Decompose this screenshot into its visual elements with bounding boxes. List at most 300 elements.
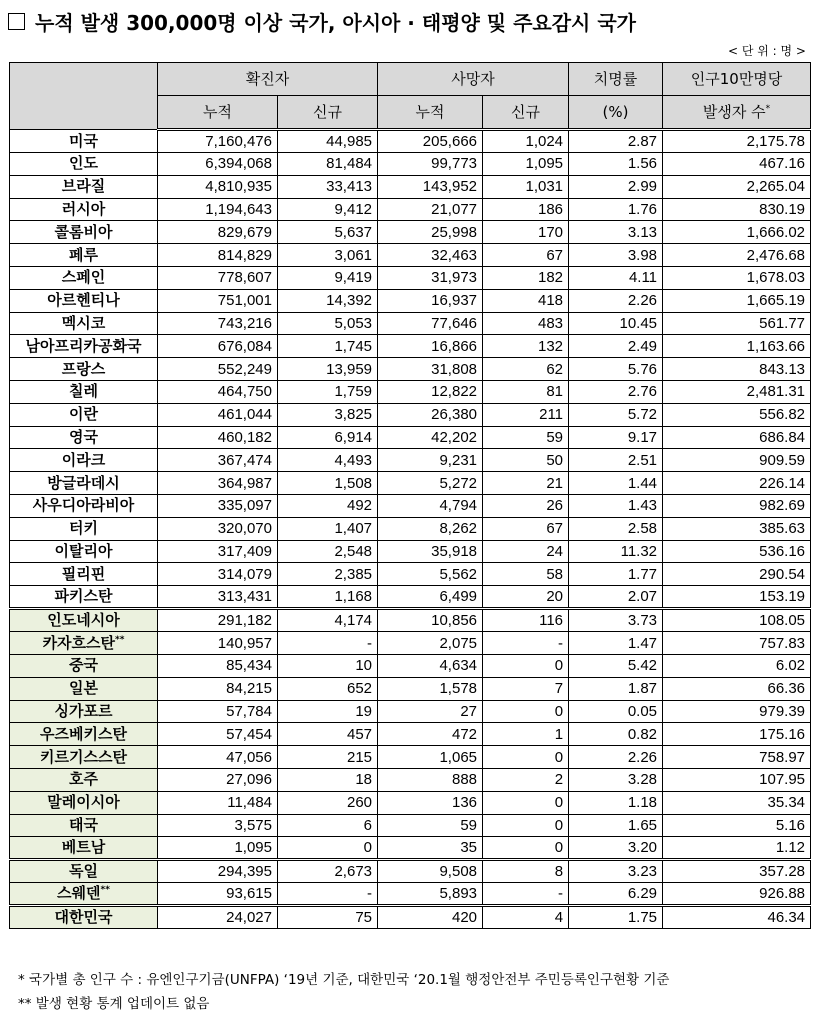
confirmed-new-cell: 492: [278, 494, 378, 517]
deaths-cumulative-cell: 16,937: [378, 289, 483, 312]
country-name: 이탈리아: [54, 541, 113, 560]
deaths-new-cell: 4: [483, 906, 569, 929]
confirmed-cumulative-cell: 294,395: [158, 860, 278, 883]
country-name: 이란: [69, 405, 98, 424]
per100k-cell: 556.82: [663, 403, 811, 426]
confirmed-cumulative-cell: 140,957: [158, 632, 278, 655]
cfr-cell: 1.43: [569, 494, 663, 517]
deaths-cumulative-cell: 27: [378, 700, 483, 723]
unit-label: < 단 위 : 명 >: [727, 44, 806, 58]
cfr-cell: 3.13: [569, 221, 663, 244]
cfr-cell: 3.28: [569, 768, 663, 791]
table-row: [10, 837, 811, 860]
country-name-cell: [10, 723, 158, 746]
confirmed-cumulative-cell: 364,987: [158, 472, 278, 495]
confirmed-cumulative-cell: 6,394,068: [158, 153, 278, 176]
country-name-cell: [10, 700, 158, 723]
confirmed-new-cell: 3,061: [278, 244, 378, 267]
table-row: [10, 814, 811, 837]
confirmed-cumulative-cell: 84,215: [158, 677, 278, 700]
per100k-cell: 2,265.04: [663, 175, 811, 198]
cfr-cell: 11.32: [569, 540, 663, 563]
deaths-new-cell: 186: [483, 198, 569, 221]
deaths-new-cell: 0: [483, 837, 569, 860]
deaths-new-cell: 0: [483, 791, 569, 814]
header-deaths: 사망자: [378, 63, 569, 96]
deaths-cumulative-cell: 59: [378, 814, 483, 837]
table-row: [10, 244, 811, 267]
per100k-cell: 561.77: [663, 312, 811, 335]
deaths-cumulative-cell: 4,794: [378, 494, 483, 517]
deaths-new-cell: 182: [483, 266, 569, 289]
per100k-cell: 1.12: [663, 837, 811, 860]
deaths-cumulative-cell: 1,065: [378, 746, 483, 769]
confirmed-cumulative-cell: 3,575: [158, 814, 278, 837]
country-name-cell: [10, 153, 158, 176]
table-row: [10, 494, 811, 517]
confirmed-new-cell: -: [278, 632, 378, 655]
deaths-new-cell: 7: [483, 677, 569, 700]
table-row: [10, 517, 811, 540]
per100k-cell: 1,666.02: [663, 221, 811, 244]
table-row: [10, 677, 811, 700]
deaths-cumulative-cell: 26,380: [378, 403, 483, 426]
confirmed-new-cell: 260: [278, 791, 378, 814]
table-row: [10, 906, 811, 929]
table-row: [10, 609, 811, 632]
cfr-cell: 5.42: [569, 654, 663, 677]
per100k-cell: 686.84: [663, 426, 811, 449]
confirmed-cumulative-cell: 24,027: [158, 906, 278, 929]
table-row: [10, 700, 811, 723]
country-name: 콜롬비아: [54, 222, 113, 241]
table-row: [10, 130, 811, 153]
cfr-cell: 10.45: [569, 312, 663, 335]
per100k-cell: 2,476.68: [663, 244, 811, 267]
country-name: 카자흐스탄: [42, 633, 116, 652]
country-name: 호주: [69, 770, 98, 789]
cfr-cell: 1.75: [569, 906, 663, 929]
confirmed-cumulative-cell: 460,182: [158, 426, 278, 449]
confirmed-cumulative-cell: 7,160,476: [158, 130, 278, 153]
confirmed-new-cell: 1,407: [278, 517, 378, 540]
deaths-new-cell: 1: [483, 723, 569, 746]
deaths-cumulative-cell: 143,952: [378, 175, 483, 198]
country-name-cell: [10, 563, 158, 586]
table-row: [10, 266, 811, 289]
country-name-cell: [10, 540, 158, 563]
confirmed-new-cell: 10: [278, 654, 378, 677]
deaths-cumulative-cell: 10,856: [378, 609, 483, 632]
cfr-cell: 3.20: [569, 837, 663, 860]
country-name-cell: [10, 358, 158, 381]
per100k-cell: 979.39: [663, 700, 811, 723]
country-name: 말레이시아: [47, 793, 120, 812]
country-name: 프랑스: [61, 359, 106, 378]
country-name: 필리핀: [61, 564, 106, 583]
covid-stats-table: [9, 62, 811, 929]
deaths-new-cell: 1,031: [483, 175, 569, 198]
country-name: 아르헨티나: [47, 291, 120, 310]
table-row: [10, 632, 811, 655]
deaths-new-cell: 0: [483, 814, 569, 837]
table-body: [10, 130, 811, 929]
confirmed-new-cell: 18: [278, 768, 378, 791]
confirmed-cumulative-cell: 814,829: [158, 244, 278, 267]
country-name-cell: [10, 814, 158, 837]
per100k-cell: 2,481.31: [663, 380, 811, 403]
header-deaths-new: 신규: [483, 96, 569, 130]
cfr-cell: 2.07: [569, 586, 663, 609]
deaths-new-cell: 2: [483, 768, 569, 791]
deaths-cumulative-cell: 1,578: [378, 677, 483, 700]
cfr-cell: 2.26: [569, 746, 663, 769]
confirmed-cumulative-cell: 464,750: [158, 380, 278, 403]
per100k-cell: 758.97: [663, 746, 811, 769]
footnote-no-update: ** 발생 현황 통계 업데이트 없음: [18, 996, 210, 1012]
deaths-cumulative-cell: 2,075: [378, 632, 483, 655]
per100k-cell: 2,175.78: [663, 130, 811, 153]
country-name: 독일: [69, 862, 98, 881]
country-name-cell: [10, 768, 158, 791]
confirmed-cumulative-cell: 751,001: [158, 289, 278, 312]
confirmed-cumulative-cell: 829,679: [158, 221, 278, 244]
confirmed-new-cell: 13,959: [278, 358, 378, 381]
confirmed-cumulative-cell: 85,434: [158, 654, 278, 677]
confirmed-cumulative-cell: 1,194,643: [158, 198, 278, 221]
deaths-new-cell: 1,095: [483, 153, 569, 176]
confirmed-new-cell: 652: [278, 677, 378, 700]
table-row: [10, 563, 811, 586]
table-row: [10, 586, 811, 609]
per100k-cell: 536.16: [663, 540, 811, 563]
confirmed-new-cell: 9,419: [278, 266, 378, 289]
deaths-cumulative-cell: 888: [378, 768, 483, 791]
deaths-new-cell: 132: [483, 335, 569, 358]
table-row: [10, 746, 811, 769]
cfr-cell: 3.98: [569, 244, 663, 267]
confirmed-new-cell: 9,412: [278, 198, 378, 221]
deaths-new-cell: 67: [483, 244, 569, 267]
cfr-cell: 2.51: [569, 449, 663, 472]
confirmed-new-cell: 457: [278, 723, 378, 746]
confirmed-cumulative-cell: 317,409: [158, 540, 278, 563]
table-row: [10, 791, 811, 814]
deaths-new-cell: 418: [483, 289, 569, 312]
confirmed-new-cell: 1,745: [278, 335, 378, 358]
country-name-cell: [10, 244, 158, 267]
cfr-cell: 2.99: [569, 175, 663, 198]
per100k-cell: 385.63: [663, 517, 811, 540]
cfr-cell: 2.58: [569, 517, 663, 540]
cfr-cell: 3.73: [569, 609, 663, 632]
country-name: 대한민국: [54, 908, 113, 927]
country-name-cell: [10, 380, 158, 403]
deaths-cumulative-cell: 16,866: [378, 335, 483, 358]
confirmed-cumulative-cell: 4,810,935: [158, 175, 278, 198]
confirmed-cumulative-cell: 291,182: [158, 609, 278, 632]
cfr-cell: 2.87: [569, 130, 663, 153]
confirmed-new-cell: 19: [278, 700, 378, 723]
deaths-cumulative-cell: 420: [378, 906, 483, 929]
deaths-cumulative-cell: 32,463: [378, 244, 483, 267]
confirmed-new-cell: 33,413: [278, 175, 378, 198]
per100k-cell: 153.19: [663, 586, 811, 609]
per100k-cell: 357.28: [663, 860, 811, 883]
country-name: 방글라데시: [47, 473, 120, 492]
deaths-cumulative-cell: 136: [378, 791, 483, 814]
header-confirmed: 확진자: [158, 63, 378, 96]
confirmed-cumulative-cell: 11,484: [158, 791, 278, 814]
cfr-cell: 0.05: [569, 700, 663, 723]
country-name: 멕시코: [61, 313, 106, 332]
cfr-cell: 5.72: [569, 403, 663, 426]
table-row: [10, 403, 811, 426]
confirmed-cumulative-cell: 1,095: [158, 837, 278, 860]
country-name: 남아프리카공화국: [25, 336, 142, 355]
confirmed-cumulative-cell: 461,044: [158, 403, 278, 426]
deaths-new-cell: 116: [483, 609, 569, 632]
country-name-cell: [10, 883, 158, 906]
deaths-new-cell: 20: [483, 586, 569, 609]
confirmed-new-cell: 3,825: [278, 403, 378, 426]
table-row: [10, 335, 811, 358]
country-name-cell: [10, 906, 158, 929]
deaths-cumulative-cell: 5,272: [378, 472, 483, 495]
per100k-cell: 757.83: [663, 632, 811, 655]
per100k-cell: 107.95: [663, 768, 811, 791]
country-name: 파키스탄: [54, 587, 113, 606]
confirmed-new-cell: 5,637: [278, 221, 378, 244]
header-row-1: [10, 63, 811, 96]
deaths-cumulative-cell: 9,231: [378, 449, 483, 472]
table-row: [10, 358, 811, 381]
table-row: [10, 289, 811, 312]
country-name-cell: [10, 289, 158, 312]
table-row: [10, 860, 811, 883]
per100k-cell: 66.36: [663, 677, 811, 700]
country-name-cell: [10, 632, 158, 655]
confirmed-new-cell: -: [278, 883, 378, 906]
confirmed-new-cell: 75: [278, 906, 378, 929]
confirmed-cumulative-cell: 93,615: [158, 883, 278, 906]
country-name-cell: [10, 266, 158, 289]
country-name-cell: [10, 312, 158, 335]
deaths-cumulative-cell: 5,893: [378, 883, 483, 906]
table-row: [10, 312, 811, 335]
deaths-cumulative-cell: 99,773: [378, 153, 483, 176]
country-name-cell: [10, 837, 158, 860]
confirmed-cumulative-cell: 314,079: [158, 563, 278, 586]
cfr-cell: 1.77: [569, 563, 663, 586]
confirmed-cumulative-cell: 320,070: [158, 517, 278, 540]
deaths-cumulative-cell: 8,262: [378, 517, 483, 540]
page-title: [8, 6, 636, 36]
deaths-new-cell: 0: [483, 654, 569, 677]
cfr-cell: 5.76: [569, 358, 663, 381]
cfr-cell: 3.23: [569, 860, 663, 883]
country-name-cell: [10, 746, 158, 769]
header-confirmed-cumulative: 누적: [158, 96, 278, 130]
country-name-cell: [10, 677, 158, 700]
cfr-cell: 1.76: [569, 198, 663, 221]
country-name: 칠레: [69, 382, 98, 401]
country-name-cell: [10, 130, 158, 153]
footnote-mark: **: [115, 634, 125, 645]
country-name-cell: [10, 472, 158, 495]
footnote-mark: *: [765, 103, 771, 114]
deaths-new-cell: -: [483, 632, 569, 655]
country-name-cell: [10, 403, 158, 426]
per100k-cell: 926.88: [663, 883, 811, 906]
header-cfr-line1: 치명률: [569, 63, 663, 96]
confirmed-new-cell: 2,385: [278, 563, 378, 586]
deaths-cumulative-cell: 472: [378, 723, 483, 746]
country-name-cell: [10, 494, 158, 517]
table-row: [10, 221, 811, 244]
table-row: [10, 654, 811, 677]
cfr-cell: 9.17: [569, 426, 663, 449]
header-per100k-line2: 발생자 수*: [663, 96, 811, 130]
deaths-new-cell: 0: [483, 746, 569, 769]
country-name: 스웨덴: [57, 884, 101, 903]
deaths-new-cell: 26: [483, 494, 569, 517]
deaths-new-cell: 81: [483, 380, 569, 403]
confirmed-cumulative-cell: 552,249: [158, 358, 278, 381]
country-name: 우즈베키스탄: [40, 724, 127, 743]
per100k-cell: 909.59: [663, 449, 811, 472]
per100k-cell: 46.34: [663, 906, 811, 929]
deaths-new-cell: 58: [483, 563, 569, 586]
deaths-new-cell: -: [483, 883, 569, 906]
country-name: 브라질: [61, 177, 106, 196]
confirmed-new-cell: 1,759: [278, 380, 378, 403]
deaths-new-cell: 170: [483, 221, 569, 244]
country-name-cell: [10, 335, 158, 358]
per100k-cell: 467.16: [663, 153, 811, 176]
confirmed-new-cell: 81,484: [278, 153, 378, 176]
table-row: [10, 198, 811, 221]
country-name-cell: [10, 586, 158, 609]
confirmed-cumulative-cell: 743,216: [158, 312, 278, 335]
table-row: [10, 449, 811, 472]
footnote-population: * 국가별 총 인구 수 : 유엔인구기금(UNFPA) ‘19년 기준, 대한민국 ‘20.1월 행정안전부 주민등록인구현황 기준: [18, 972, 670, 988]
cfr-cell: 4.11: [569, 266, 663, 289]
country-name: 스페인: [61, 268, 106, 287]
country-name: 키르기스스탄: [40, 747, 127, 766]
deaths-cumulative-cell: 5,562: [378, 563, 483, 586]
per100k-cell: 175.16: [663, 723, 811, 746]
deaths-cumulative-cell: 31,973: [378, 266, 483, 289]
table-row: [10, 883, 811, 906]
per100k-cell: 1,678.03: [663, 266, 811, 289]
cfr-cell: 6.29: [569, 883, 663, 906]
header-deaths-cumulative: 누적: [378, 96, 483, 130]
confirmed-new-cell: 4,174: [278, 609, 378, 632]
table-row: [10, 768, 811, 791]
checkbox-icon: [8, 13, 25, 30]
deaths-cumulative-cell: 35: [378, 837, 483, 860]
country-name-cell: [10, 860, 158, 883]
country-name: 러시아: [61, 199, 106, 218]
per100k-cell: 1,665.19: [663, 289, 811, 312]
country-name: 영국: [69, 427, 98, 446]
country-name: 이라크: [61, 450, 106, 469]
header-confirmed-new: 신규: [278, 96, 378, 130]
deaths-cumulative-cell: 42,202: [378, 426, 483, 449]
country-name: 사우디아라비아: [32, 496, 135, 515]
confirmed-cumulative-cell: 367,474: [158, 449, 278, 472]
country-name-cell: [10, 791, 158, 814]
confirmed-new-cell: 5,053: [278, 312, 378, 335]
country-name: 일본: [69, 679, 98, 698]
confirmed-new-cell: 0: [278, 837, 378, 860]
per100k-cell: 108.05: [663, 609, 811, 632]
cfr-cell: 1.87: [569, 677, 663, 700]
confirmed-cumulative-cell: 778,607: [158, 266, 278, 289]
deaths-new-cell: 483: [483, 312, 569, 335]
cfr-cell: 2.26: [569, 289, 663, 312]
deaths-cumulative-cell: 4,634: [378, 654, 483, 677]
deaths-cumulative-cell: 25,998: [378, 221, 483, 244]
deaths-new-cell: 1,024: [483, 130, 569, 153]
country-name-cell: [10, 221, 158, 244]
deaths-new-cell: 59: [483, 426, 569, 449]
country-name-cell: [10, 609, 158, 632]
per100k-cell: 226.14: [663, 472, 811, 495]
per100k-cell: 982.69: [663, 494, 811, 517]
confirmed-new-cell: 14,392: [278, 289, 378, 312]
table-row: [10, 380, 811, 403]
deaths-cumulative-cell: 77,646: [378, 312, 483, 335]
cfr-cell: 1.18: [569, 791, 663, 814]
deaths-cumulative-cell: 205,666: [378, 130, 483, 153]
country-name: 터키: [69, 519, 98, 538]
confirmed-cumulative-cell: 47,056: [158, 746, 278, 769]
cfr-cell: 1.44: [569, 472, 663, 495]
country-name: 미국: [69, 131, 98, 150]
country-name-cell: [10, 426, 158, 449]
header-per100k-line1: 인구10만명당: [663, 63, 811, 96]
header-cfr-line2: (%): [569, 96, 663, 130]
deaths-cumulative-cell: 9,508: [378, 860, 483, 883]
cfr-cell: 1.47: [569, 632, 663, 655]
confirmed-cumulative-cell: 27,096: [158, 768, 278, 791]
deaths-cumulative-cell: 12,822: [378, 380, 483, 403]
country-name-cell: [10, 449, 158, 472]
confirmed-new-cell: 215: [278, 746, 378, 769]
country-name: 베트남: [61, 838, 106, 857]
deaths-cumulative-cell: 31,808: [378, 358, 483, 381]
deaths-new-cell: 24: [483, 540, 569, 563]
country-name: 페루: [69, 245, 98, 264]
cfr-cell: 1.56: [569, 153, 663, 176]
footnote-mark: **: [100, 885, 110, 896]
deaths-new-cell: 0: [483, 700, 569, 723]
per100k-cell: 6.02: [663, 654, 811, 677]
confirmed-new-cell: 4,493: [278, 449, 378, 472]
deaths-new-cell: 21: [483, 472, 569, 495]
confirmed-new-cell: 6,914: [278, 426, 378, 449]
confirmed-new-cell: 2,548: [278, 540, 378, 563]
cfr-cell: 0.82: [569, 723, 663, 746]
header-country-blank: [10, 63, 158, 130]
confirmed-cumulative-cell: 676,084: [158, 335, 278, 358]
confirmed-new-cell: 1,168: [278, 586, 378, 609]
table-row: [10, 426, 811, 449]
deaths-cumulative-cell: 21,077: [378, 198, 483, 221]
deaths-new-cell: 62: [483, 358, 569, 381]
